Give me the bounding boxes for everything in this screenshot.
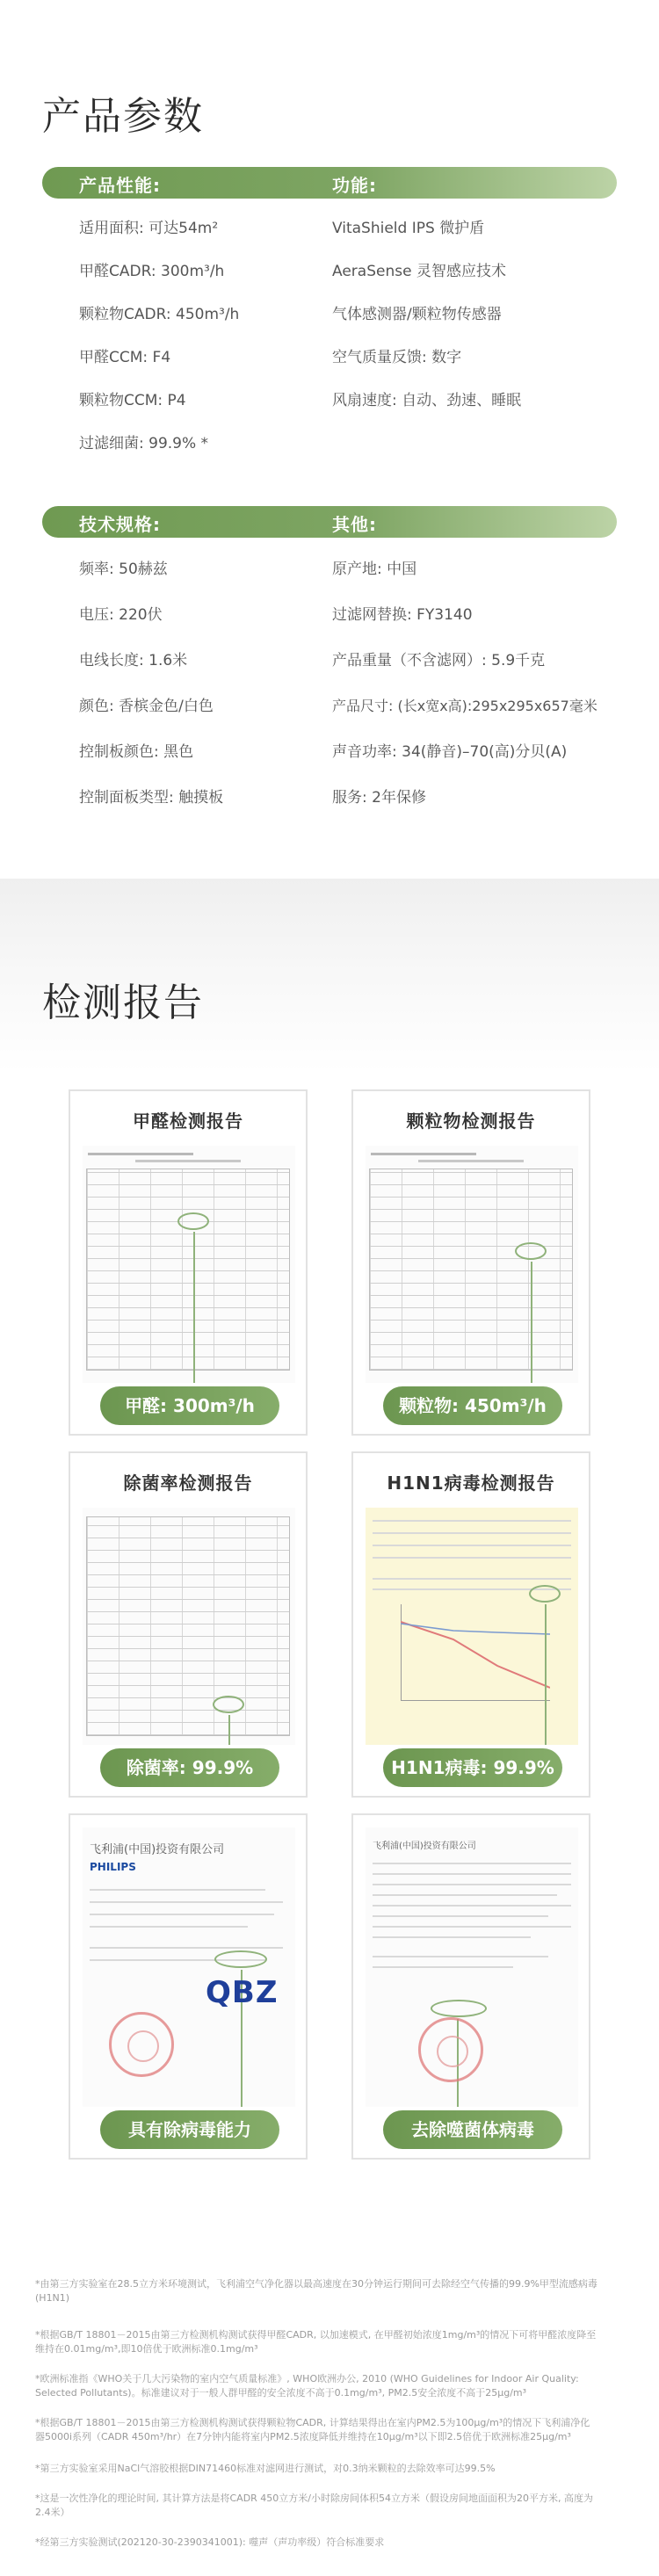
perf-item: 适用面积: 可达54m²	[79, 220, 219, 237]
features-heading: 功能:	[332, 175, 377, 196]
test-reports-section	[0, 879, 659, 2267]
footnote: *由第三方实验室在28.5立方米环境测试，飞利浦空气净化器以最高速度在30分钟运行期间可去除经空气传播的99.9%甲型流感病毒(H1N1)	[35, 2278, 597, 2304]
feature-item: VitaShield IPS 微护盾	[332, 220, 485, 237]
report-card-sterilization[interactable]	[69, 1451, 308, 1798]
perf-item: 颗粒物CADR: 450m³/h	[79, 306, 240, 323]
spec-list	[79, 546, 325, 821]
report-card-title: 甲醛检测报告	[133, 1111, 243, 1132]
report-document-image	[366, 1146, 578, 1383]
feature-item: 风扇速度: 自动、劲速、睡眠	[332, 392, 522, 409]
report-result-pill: 除菌率: 99.9%	[100, 1748, 279, 1787]
perf-list	[79, 207, 325, 466]
footnote: *经第三方实验测试(202120-30-2390341001): 噬声（声功率级）符合标准要求	[35, 2536, 385, 2548]
seal-stamp	[109, 2012, 174, 2077]
footnote: *这是一次性净化的理论时间, 其计算方法是将CADR 450立方米/小时除房间体积54立方米（假设房间地面面积为20平方米, 高度为2.4米）	[35, 2493, 593, 2518]
spec-header-bar	[42, 506, 617, 538]
perf-heading: 产品性能:	[79, 175, 161, 196]
other-heading: 其他:	[332, 514, 377, 535]
spec-item: 颜色: 香槟金色/白色	[79, 698, 214, 715]
other-item: 声音功率: 34(静音)–70(高)分贝(A)	[332, 743, 568, 761]
spec-heading: 技术规格:	[79, 514, 161, 535]
perf-item: 甲醛CCM: F4	[79, 349, 171, 366]
product-params-section	[0, 0, 659, 879]
qbz-logo: QBZ	[206, 1975, 279, 2010]
report-result-pill: 甲醛: 300m³/h	[100, 1386, 279, 1425]
params-title: 产品参数	[42, 94, 204, 139]
perf-header-bar	[42, 167, 617, 199]
feature-item: 空气质量反馈: 数字	[332, 349, 462, 366]
report-card-virus-removal[interactable]	[69, 1813, 308, 2160]
footnotes-section	[0, 2267, 659, 2576]
spec-item: 控制板颜色: 黑色	[79, 743, 194, 761]
seal-stamp	[418, 2017, 483, 2082]
perf-item: 颗粒物CCM: P4	[79, 392, 186, 409]
report-result-pill: 去除噬菌体病毒	[383, 2110, 562, 2149]
report-document-image	[83, 1827, 295, 2107]
report-document-image	[83, 1508, 295, 1745]
report-result-pill: 颗粒物: 450m³/h	[383, 1386, 562, 1425]
report-document-image	[366, 1508, 578, 1745]
company-name: 飞利浦(中国)投资有限公司	[373, 1842, 476, 1851]
report-card-title: 颗粒物检测报告	[406, 1111, 536, 1132]
report-card-phage-removal[interactable]	[351, 1813, 590, 2160]
brand-name: PHILIPS	[90, 1861, 136, 1873]
footnote: *根据GB/T 18801－2015由第三方检测机构测试获得颗粒物CADR, 计算结果得出在室内PM2.5为100μg/m³的情况下飞利浦净化器5000i系列（CADR 450m³/hr）在7分钟内能将室内PM2.5浓度降低并维持在10μg/m³以下即2.5倍优于欧洲标准25μg/m³	[35, 2417, 590, 2442]
other-list	[332, 546, 631, 821]
reports-title: 检测报告	[42, 980, 204, 1025]
report-card-formaldehyde[interactable]	[69, 1089, 308, 1436]
report-document-image	[83, 1146, 295, 1383]
features-list	[332, 207, 631, 423]
spec-item: 控制面板类型: 触摸板	[79, 789, 224, 807]
other-item: 服务: 2年保修	[332, 789, 426, 807]
other-item: 过滤网替换: FY3140	[332, 606, 473, 624]
feature-item: 气体感测器/颗粒物传感器	[332, 306, 502, 323]
feature-item: AeraSense 灵智感应技术	[332, 263, 506, 280]
spec-item: 电压: 220伏	[79, 606, 163, 624]
report-result-pill: H1N1病毒: 99.9%	[383, 1748, 562, 1787]
spec-item: 电线长度: 1.6米	[79, 652, 188, 669]
report-card-particulate[interactable]	[351, 1089, 590, 1436]
other-item: 产品重量（不含滤网）: 5.9千克	[332, 652, 546, 669]
other-item: 产品尺寸: (长x宽x高):295x295x657毫米	[332, 698, 597, 714]
report-document-image	[366, 1827, 578, 2107]
footnote: *第三方实验室采用NaCl气溶胶根据DIN71460标准对滤网进行测试，对0.3纳米颗粒的去除效率可达99.5%	[35, 2463, 496, 2474]
report-card-title: H1N1病毒检测报告	[387, 1473, 555, 1494]
spec-item: 频率: 50赫兹	[79, 561, 168, 578]
perf-item: 过滤细菌: 99.9% *	[79, 435, 209, 452]
footnote: *欧洲标准指《WHO关于几大污染物的室内空气质量标准》, WHO欧洲办公, 2010 (WHO Guidelines for Indoor Air Quality: Selected Pollutants)。标准建议对于一般人群甲醛的安全浓度不高于0.1mg/m³, PM2.5安全浓度不高于25μg/m³	[35, 2373, 579, 2399]
report-card-h1n1[interactable]	[351, 1451, 590, 1798]
report-card-title: 除菌率检测报告	[123, 1473, 253, 1494]
perf-item: 甲醛CADR: 300m³/h	[79, 263, 225, 280]
other-item: 原产地: 中国	[332, 561, 417, 578]
report-result-pill: 具有除病毒能力	[100, 2110, 279, 2149]
footnote: *根据GB/T 18801－2015由第三方检测机构测试获得甲醛CADR, 以加速模式, 在甲醛初始浓度1mg/m³的情况下可将甲醛浓度降至维持在0.01mg/m³,即10倍优于欧洲标准0.1mg/m³	[35, 2329, 597, 2355]
company-name: 飞利浦(中国)投资有限公司	[90, 1843, 225, 1856]
